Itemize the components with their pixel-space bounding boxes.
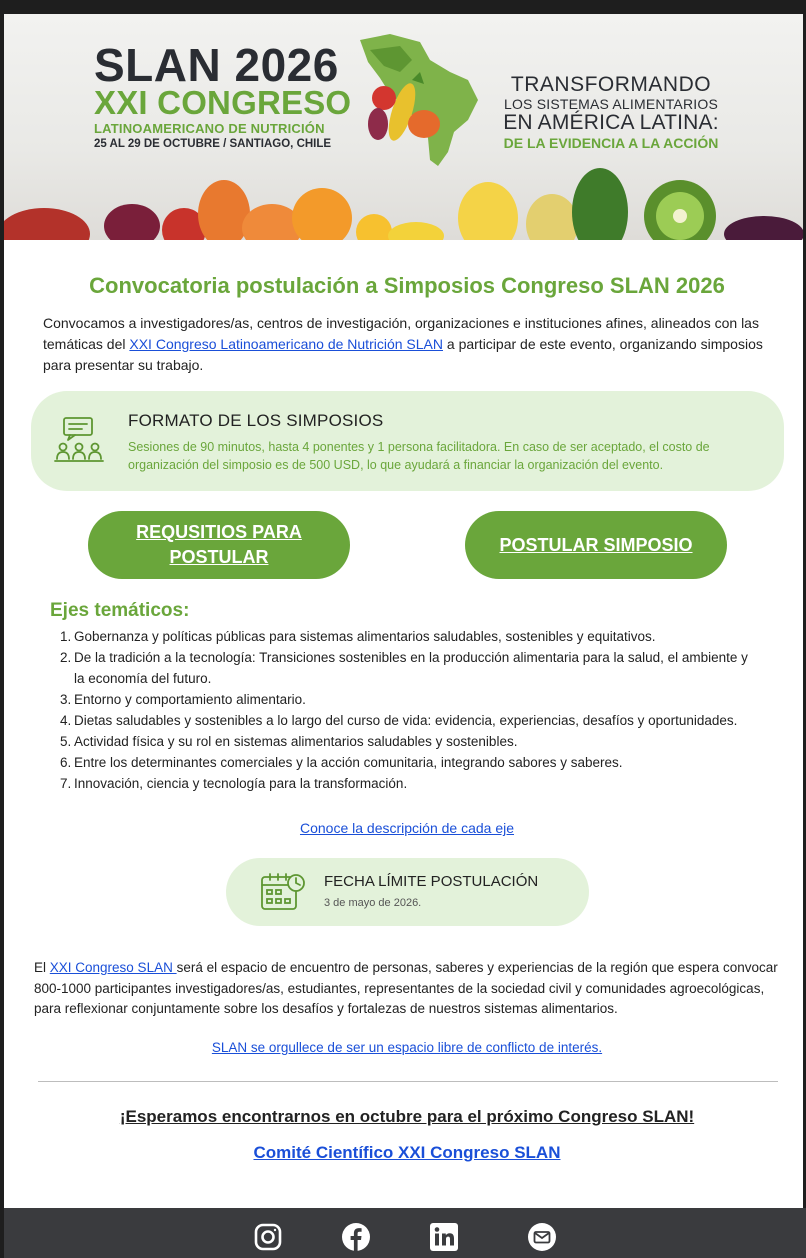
requisitos-label-line2: POSTULAR <box>169 547 269 567</box>
email-icon[interactable] <box>527 1222 557 1252</box>
list-item: 3. Entorno y comportamiento alimentario. <box>60 691 306 707</box>
tagline-line-3: EN AMÉRICA LATINA: <box>503 111 719 134</box>
list-item: 6. Entre los determinantes comerciales y la acción comunitaria, integrando sabores y saberes. <box>60 754 623 770</box>
comite-link-row <box>4 1143 806 1163</box>
requisitos-label-line1: REQUSITIOS PARA <box>136 522 302 542</box>
format-description: Sesiones de 90 minutos, hasta 4 ponentes y 1 persona facilitadora. En caso de ser aceptado, el costo de organización del simposio es de 500 USD, lo que ayudará a financiar la organización del evento. <box>128 440 710 472</box>
format-title: FORMATO DE LOS SIMPOSIOS <box>128 411 384 430</box>
deadline-date: 3 de mayo de 2026. <box>324 897 422 909</box>
conflict-link-row <box>4 1040 806 1055</box>
calendar-clock-icon <box>260 872 306 912</box>
congreso-slan-link[interactable]: XXI Congreso SLAN <box>49 960 177 975</box>
banner-dates: 25 AL 29 DE OCTUBRE / SANTIAGO, CHILE <box>94 138 332 150</box>
tagline-line-1: TRANSFORMANDO <box>510 73 712 96</box>
closing-text-after: será el espacio de encuentro de personas, saberes y experiencias de la región que espera convocar 800-1000 participantes investigadores/as, estudiantes, representantes de la sociedad civil y comunidades agroecológicas, para reflexionar conjuntamente sobre los desafíos y fortalezas de nuestros sistemas alimentarios. <box>34 960 778 1016</box>
list-item: 2. De la tradición a la tecnología: Transiciones sostenibles en la producción alimentaria para la salud, el ambiente y la economía del futuro. <box>60 650 748 686</box>
list-item: 5. Actividad física y su rol en sistemas alimentarios saludables y sostenibles. <box>60 733 518 749</box>
instagram-icon[interactable] <box>253 1222 283 1252</box>
closing-paragraph <box>34 958 784 1020</box>
comite-cientifico-link[interactable]: Comité Científico XXI Congreso SLAN <box>253 1143 561 1162</box>
intro-text-before: Convocamos a investigadores/as, centros de investigación, organizaciones e instituciones afines, alineados con las temáticas del <box>43 315 759 352</box>
postular-label: POSTULAR SIMPOSIO <box>499 534 693 555</box>
footer-social-bar <box>4 1208 806 1258</box>
closing-text-before: El <box>34 960 50 975</box>
meeting-icon <box>54 417 104 467</box>
requisitos-button[interactable] <box>88 511 350 579</box>
conflict-interest-link[interactable]: SLAN se orgullece de ser un espacio libre de conflicto de interés. <box>211 1040 603 1055</box>
intro-paragraph <box>43 313 773 376</box>
tagline-line-4: DE LA EVIDENCIA A LA ACCIÓN <box>503 135 719 151</box>
list-item: 1. Gobernanza y políticas públicas para sistemas alimentarios saludables, sostenibles y equitativos. <box>60 629 656 644</box>
latin-america-map-icon <box>350 20 490 170</box>
tagline-line-2: LOS SISTEMAS ALIMENTARIOS <box>503 96 718 112</box>
list-item: 4. Dietas saludables y sostenibles a lo largo del curso de vida: evidencia, experiencias, desafíos y oportunidades. <box>60 712 738 728</box>
intro-text-after: a participar de este evento, organizando simposios para presentar su trabajo. <box>43 336 763 373</box>
linkedin-icon[interactable] <box>429 1222 459 1252</box>
banner-slan-title: SLAN 2026 <box>94 39 339 91</box>
list-item: 7. Innovación, ciencia y tecnología para la transformación. <box>60 775 408 791</box>
ejes-list <box>60 627 760 795</box>
ejes-link-row <box>4 820 806 836</box>
divider <box>38 1081 778 1082</box>
page-title: Convocatoria postulación a Simposios Congreso SLAN 2026 <box>89 273 725 298</box>
congreso-link[interactable]: XXI Congreso Latinoamericano de Nutrición SLAN <box>129 336 443 352</box>
facebook-icon[interactable] <box>341 1222 371 1252</box>
banner-congreso: XXI CONGRESO <box>94 84 352 121</box>
deadline-title: FECHA LÍMITE POSTULACIÓN <box>324 873 539 890</box>
produce-illustration <box>4 164 803 240</box>
banner-latino: LATINOAMERICANO DE NUTRICIÓN <box>94 121 325 136</box>
postular-simposio-button[interactable] <box>465 511 727 579</box>
header-banner <box>4 14 803 240</box>
ejes-heading: Ejes temáticos: <box>50 600 190 621</box>
ejes-description-link[interactable]: Conoce la descripción de cada eje <box>299 820 515 836</box>
esperamos-heading: ¡Esperamos encontrarnos en octubre para el próximo Congreso SLAN! <box>119 1107 695 1126</box>
banner-tagline <box>496 74 726 152</box>
